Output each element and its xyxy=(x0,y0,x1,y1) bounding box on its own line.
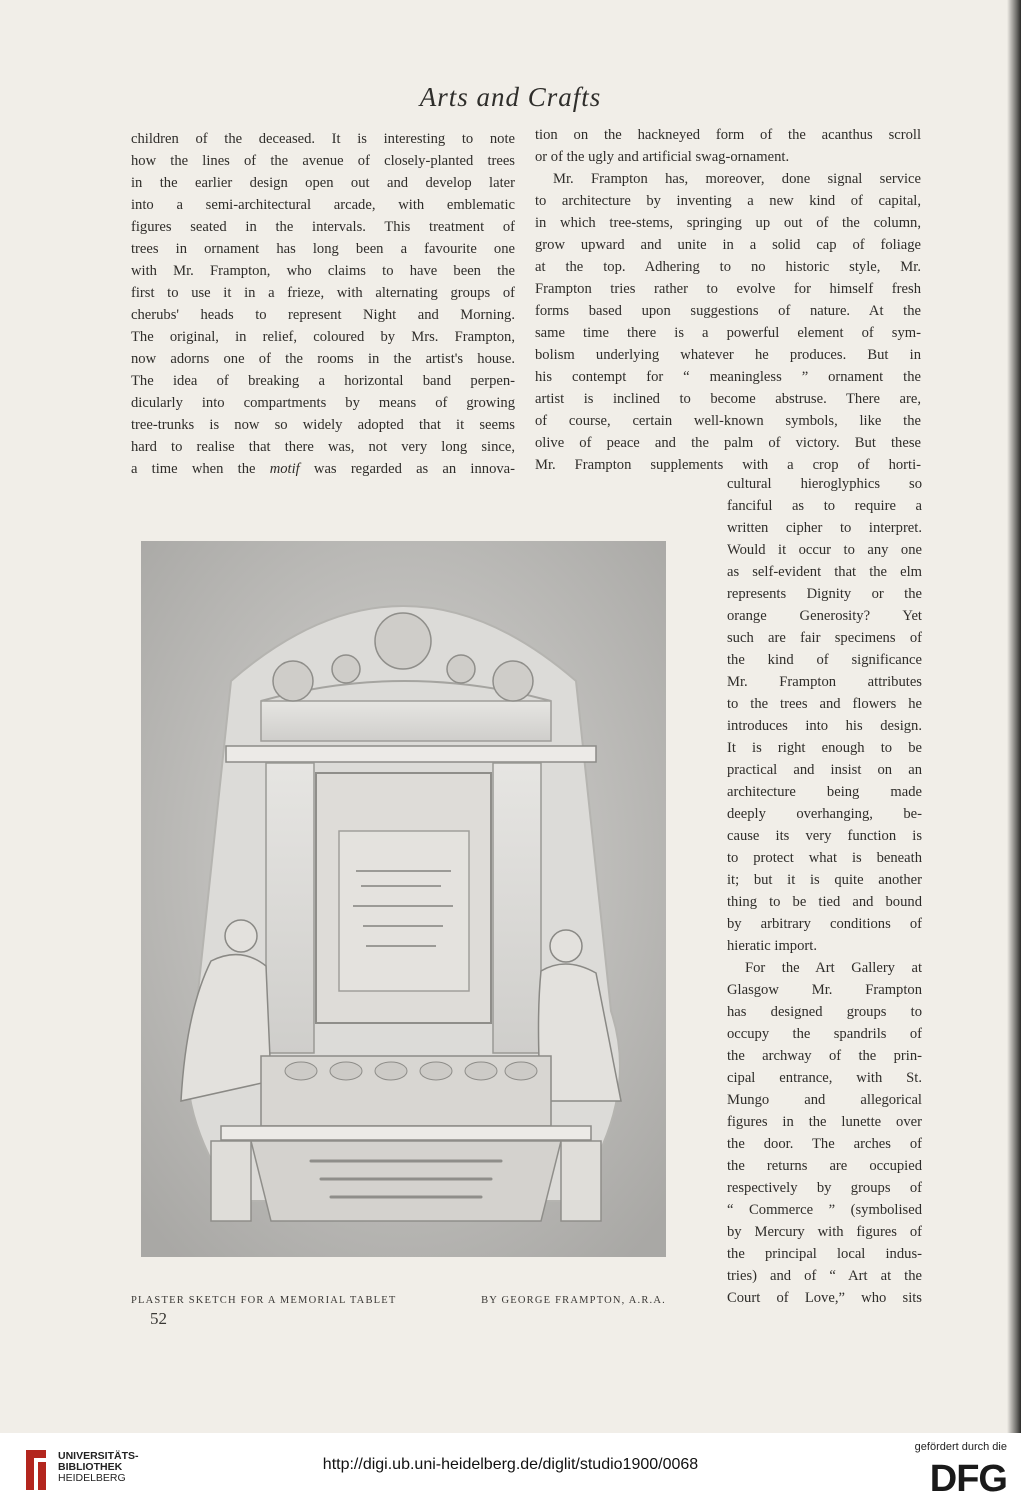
text-line: thing to be tied and bound xyxy=(727,894,922,910)
text-line: Frampton tries rather to evolve for himself fresh xyxy=(535,281,921,297)
page-number: 52 xyxy=(150,1309,167,1328)
dfg-logo: DFG xyxy=(929,1458,1007,1500)
text-line: cipal entrance, with St. xyxy=(727,1070,922,1086)
text-line: orange Generosity? Yet xyxy=(727,608,922,624)
source-url-link[interactable]: http://digi.ub.uni-heidelberg.de/diglit/studio1900/0068 xyxy=(322,1456,699,1473)
text-line: The idea of breaking a horizontal band perpen- xyxy=(131,373,515,389)
text-line: the returns are occupied xyxy=(727,1158,922,1174)
text-line: tion on the hackneyed form of the acanthus scroll xyxy=(535,127,921,143)
text-line: hard to realise that there was, not very long since, xyxy=(131,439,515,455)
text-line: same time there is a powerful element of sym- xyxy=(535,325,921,341)
text-line: as self-evident that the elm xyxy=(727,564,922,580)
text-line: cause its very function is xyxy=(727,828,922,844)
caption-credit: BY GEORGE FRAMPTON, A.R.A. xyxy=(481,1295,666,1306)
text-line: trees in ornament has long been a favourite one xyxy=(131,241,515,257)
text-line: written cipher to interpret. xyxy=(727,520,922,536)
text-line: represents Dignity or the xyxy=(727,586,922,602)
text-line: dicularly into compartments by means of growing xyxy=(131,395,515,411)
text-line: into a semi-architectural arcade, with emblematic xyxy=(131,197,515,213)
text-line: it; but it is quite another xyxy=(727,872,922,888)
text-line: artist is inclined to become abstruse. There are, xyxy=(535,391,921,407)
text-line: forms based upon suggestions of nature. At the xyxy=(535,303,921,319)
text-line: Mr. Frampton attributes xyxy=(727,674,922,690)
text-line: the principal local indus- xyxy=(727,1246,922,1262)
text-line: cultural hieroglyphics so xyxy=(727,476,922,492)
text-line: to architecture by inventing a new kind of capital, xyxy=(535,193,921,209)
text-line: in which tree-stems, springing up out of the column, xyxy=(535,215,921,231)
text-line: fanciful as to require a xyxy=(727,498,922,514)
text-line: how the lines of the avenue of closely-planted trees xyxy=(131,153,515,169)
text-line: tree-trunks is now so widely adopted that it seems xyxy=(131,417,515,433)
text-line: first to use it in a frieze, with alternating groups of xyxy=(131,285,515,301)
memorial-tablet-photograph xyxy=(141,541,666,1257)
text-line: introduces into his design. xyxy=(727,718,922,734)
text-line: Would it occur to any one xyxy=(727,542,922,558)
text-line: figures seated in the intervals. This treatment of xyxy=(131,219,515,235)
text-line: bolism underlying whatever he produces. But in xyxy=(535,347,921,363)
text-line: with Mr. Frampton, who claims to have been the xyxy=(131,263,515,279)
text-line: to protect what is beneath xyxy=(727,850,922,866)
text-line: Court of Love,” who sits xyxy=(727,1290,922,1306)
text-line: respectively by groups of xyxy=(727,1180,922,1196)
text-line: Glasgow Mr. Frampton xyxy=(727,982,922,998)
caption-title: PLASTER SKETCH FOR A MEMORIAL TABLET xyxy=(131,1295,397,1306)
text-line: by Mercury with figures of xyxy=(727,1224,922,1240)
text-line: children of the deceased. It is interesting to note xyxy=(131,131,515,147)
running-head: Arts and Crafts xyxy=(419,82,602,112)
text-line: hieratic import. xyxy=(727,938,817,954)
library-name: UNIVERSITÄTS- BIBLIOTHEK HEIDELBERG xyxy=(58,1450,139,1484)
text-line: or of the ugly and artificial swag-ornament. xyxy=(535,149,790,165)
text-line: architecture being made xyxy=(727,784,922,800)
text-line: his contempt for “ meaningless ” ornament the xyxy=(535,369,921,385)
italic-word: motif xyxy=(269,461,300,477)
text-line: the door. The arches of xyxy=(727,1136,922,1152)
text-line: Mr. Frampton supplements with a crop of horti- xyxy=(535,457,921,473)
text-line: figures in the lunette over xyxy=(727,1114,922,1130)
text-line: by arbitrary conditions of xyxy=(727,916,922,932)
text-line: such are fair specimens of xyxy=(727,630,922,646)
narrow-text-column xyxy=(727,473,922,1309)
text-line: at the top. Adhering to no historic style, Mr. xyxy=(535,259,921,275)
text-line: of course, certain well-known symbols, like the xyxy=(535,413,921,429)
text-line: Mungo and allegorical xyxy=(727,1092,922,1108)
text-line: the kind of significance xyxy=(727,652,922,668)
text-line: olive of peace and the palm of victory. But these xyxy=(535,435,921,451)
figure-caption xyxy=(131,1295,666,1306)
text-line: occupy the spandrils of xyxy=(727,1026,922,1042)
sponsor-note: gefördert durch die xyxy=(914,1441,1007,1453)
page-spine-shadow xyxy=(1007,0,1021,1433)
text-line: deeply overhanging, be- xyxy=(727,806,922,822)
tablet-relief-illustration xyxy=(141,541,666,1257)
text-line: grow upward and unite in a solid cap of foliage xyxy=(535,237,921,253)
right-text-column xyxy=(535,124,921,476)
text-line: has designed groups to xyxy=(727,1004,922,1020)
text-line: now adorns one of the rooms in the artist's house. xyxy=(131,351,515,367)
text-line: in the earlier design open out and develop later xyxy=(131,175,515,191)
text-line: the archway of the prin- xyxy=(727,1048,922,1064)
text-line-with-italic: a time when the motif was regarded as an innova- xyxy=(131,461,515,477)
text-line: The original, in relief, coloured by Mrs. Frampton, xyxy=(131,329,515,345)
text-line: For the Art Gallery at xyxy=(745,960,922,976)
text-line: practical and insist on an xyxy=(727,762,922,778)
text-line: It is right enough to be xyxy=(727,740,922,756)
text-line: to the trees and flowers he xyxy=(727,696,922,712)
text-line: tries) and of “ Art at the xyxy=(727,1268,922,1284)
text-line: cherubs' heads to represent Night and Morning. xyxy=(131,307,515,323)
left-text-column xyxy=(131,128,515,480)
text-line: “ Commerce ” (symbolised xyxy=(727,1202,922,1218)
text-line: Mr. Frampton has, moreover, done signal service xyxy=(553,171,921,187)
